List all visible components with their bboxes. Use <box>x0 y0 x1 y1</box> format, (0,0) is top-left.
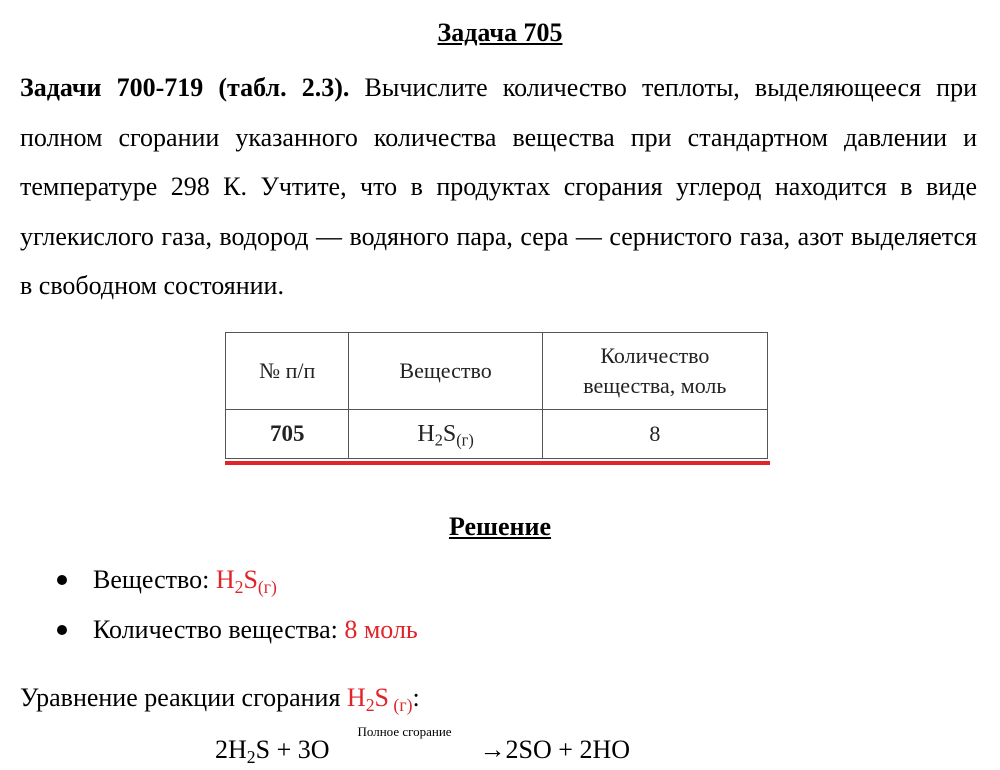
formula-s: S <box>374 683 390 712</box>
eq-product-water-h: + 2H <box>551 735 612 764</box>
formula-state: (г) <box>257 576 277 597</box>
list-item <box>0 558 418 608</box>
equation-intro-text: Уравнение реакции сгорания <box>20 683 347 712</box>
eq-left: 2H <box>215 735 247 764</box>
bullet-label: Вещество: <box>93 565 216 594</box>
eq-product-so2: 2SO <box>505 735 552 764</box>
header-amount <box>542 333 767 410</box>
cell-amount: 8 <box>542 410 767 459</box>
formula-h: H <box>215 565 235 594</box>
data-table <box>225 332 768 459</box>
solution-bullets <box>0 558 418 658</box>
eq-left-sub: 2 <box>246 746 256 767</box>
substance-h: H <box>417 420 435 447</box>
header-number: № п/п <box>226 333 349 410</box>
equation-intro <box>20 676 420 720</box>
equation-intro-formula <box>346 683 413 715</box>
formula-sub-2: 2 <box>234 576 244 597</box>
task-lead: Задачи 700-719 (табл. 2.3). <box>20 73 350 102</box>
cell-number: 705 <box>226 410 349 459</box>
bullet-label: Количество вещества: <box>93 615 345 644</box>
bullet-value: 8 моль <box>344 615 418 644</box>
formula-s: S <box>243 565 258 594</box>
header-amount-line1: Количество <box>600 343 710 368</box>
table-underline <box>225 461 770 465</box>
bullet-dot-icon <box>57 625 67 635</box>
task-title: Задача 705 <box>437 18 563 47</box>
table-header-row <box>226 333 768 410</box>
formula-sub-2: 2 <box>365 694 375 715</box>
reaction-equation <box>215 724 631 770</box>
table-row <box>226 410 768 459</box>
eq-product-water-o: O <box>611 735 631 764</box>
substance-state: (г) <box>456 430 474 450</box>
eq-left-s: S <box>255 735 271 764</box>
bullet-value <box>215 565 277 597</box>
arrow-label: Полное сгорание <box>357 724 452 739</box>
equation-intro-colon: : <box>412 683 420 712</box>
task-text: Вычислите количество теплоты, выделяющееся при полном сгорании указанного количества вещества при стандартном давлении и температуре 298 К. Учтите, что в продуктах сгорания углерод находится в виде углекислого газа, водород — водяного пара, сера — сернистого газа, азот выделяется в свободном состоянии. <box>20 73 977 300</box>
reaction-arrow <box>330 724 480 770</box>
bullet-dot-icon <box>57 575 67 585</box>
cell-substance <box>349 410 542 459</box>
eq-oxygen: + 3O <box>270 735 330 764</box>
header-substance: Вещество <box>349 333 542 410</box>
arrow-head-icon: → <box>479 735 506 764</box>
task-statement <box>20 63 977 311</box>
substance-s: S <box>442 420 457 447</box>
formula-state: (г) <box>389 694 413 715</box>
list-item <box>0 608 418 658</box>
solution-title: Решение <box>448 512 552 541</box>
header-amount-line2: вещества, моль <box>583 373 727 398</box>
formula-h: H <box>346 683 366 712</box>
substance-sub-2: 2 <box>434 430 443 450</box>
